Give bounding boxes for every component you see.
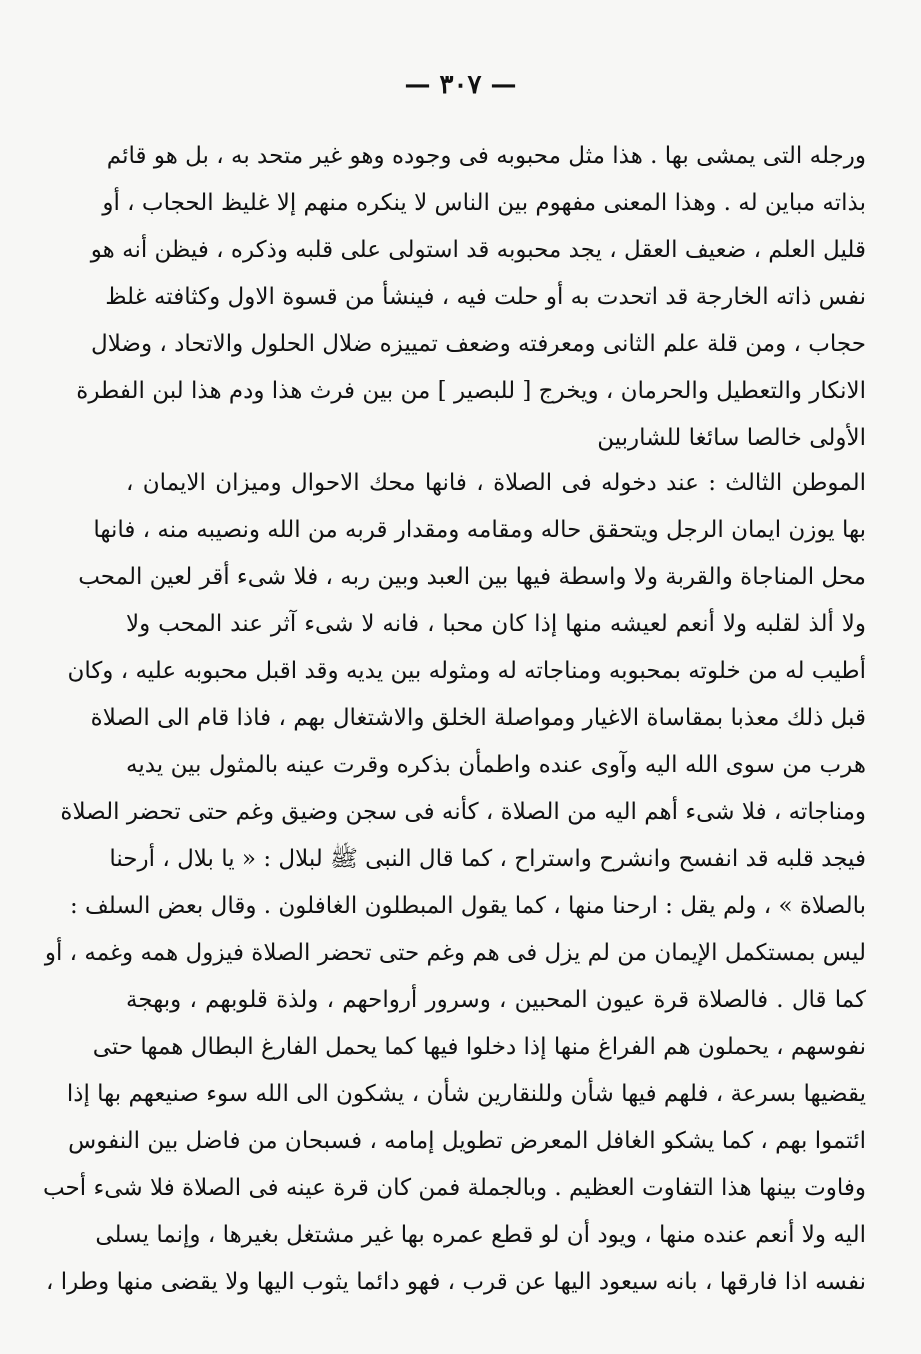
text-line: هرب من سوى الله اليه وآوى عنده واطمأن بذكره وقرت عينه بالمثول بين يديه bbox=[126, 752, 866, 778]
text-line: نفسه اذا فارقها ، بانه سيعود اليها عن قرب ، فهو دائما يثوب اليها ولا يقضى منها وطرا ، bbox=[46, 1269, 866, 1295]
paragraph-2 bbox=[42, 460, 866, 1306]
text-line: قبل ذلك معذبا بمقاساة الاغيار ومواصلة الخلق والاشتغال بهم ، فاذا قام الى الصلاة bbox=[90, 705, 866, 731]
text-line: كما قال . فالصلاة قرة عيون المحبين ، وسرور أرواحهم ، ولذة قلوبهم ، وبهجة bbox=[126, 987, 866, 1013]
text-line: ومناجاته ، فلا شىء أهم اليه من الصلاة ، كأنه فى سجن وضيق وغم حتى تحضر الصلاة bbox=[60, 799, 866, 825]
text-line: حجاب ، ومن قلة علم الثانى ومعرفته وضعف تمييزه ضلال الحلول والاتحاد ، وضلال bbox=[91, 331, 866, 357]
text-line: بها يوزن ايمان الرجل ويتحقق حاله ومقامه ومقدار قربه من الله ونصيبه منه ، فانها bbox=[93, 517, 866, 543]
text-line: أطيب له من خلوته بمحبوبه ومناجاته له ومثوله بين يديه وقد اقبل محبوبه عليه ، وكان bbox=[67, 658, 866, 684]
text-line: الانكار والتعطيل والحرمان ، ويخرج [ للبصير ] من بين فرث هذا ودم هذا لبن الفطرة bbox=[76, 378, 866, 404]
text-line: وفاوت بينها هذا التفاوت العظيم . وبالجملة فمن كان قرة عينه فى الصلاة فلا شىء أحب bbox=[42, 1175, 866, 1201]
text-line: ليس بمستكمل الإيمان من لم يزل فى هم وغم حتى تحضر الصلاة فيزول همه وغمه ، أو bbox=[44, 940, 866, 966]
page-number: — ٣٠٧ — bbox=[404, 70, 517, 100]
text-line: محل المناجاة والقربة ولا واسطة فيها بين العبد وبين ربه ، فلا شىء أقر لعين المحب bbox=[78, 564, 866, 590]
text-line: ائتموا بهم ، كما يشكو الغافل المعرض تطويل إمامه ، فسبحان من فاضل بين النفوس bbox=[68, 1128, 866, 1154]
text-line: يقضيها بسرعة ، فلهم فيها شأن وللنقارين شأن ، يشكون الى الله سوء صنيعهم بها إذا bbox=[66, 1081, 866, 1107]
text-line: بالصلاة » ، ولم يقل : ارحنا منها ، كما يقول المبطلون الغافلون . وقال بعض السلف : bbox=[69, 893, 866, 919]
text-line: ولا ألذ لقلبه ولا أنعم لعيشه منها إذا كان محبا ، فانه لا شىء آثر عند المحب ولا bbox=[126, 611, 866, 637]
text-line: فيجد قلبه قد انفسح وانشرح واستراح ، كما قال النبى ﷺ لبلال : « يا بلال ، أرحنا bbox=[109, 846, 866, 872]
text-line: نفس ذاته الخارجة قد اتحدت به أو حلت فيه ، فينشأ من قسوة الاول وكثافته غلظ bbox=[105, 284, 866, 310]
text-line: الموطن الثالث : عند دخوله فى الصلاة ، فانها محك الاحوال وميزان الايمان ، bbox=[126, 470, 866, 496]
text-line: ورجله التى يمشى بها . هذا مثل محبوبه فى وجوده وهو غير متحد به ، بل هو قائم bbox=[106, 143, 866, 169]
text-line: الأولى خالصا سائغا للشاربين bbox=[597, 425, 866, 451]
paragraph-1 bbox=[76, 133, 866, 462]
text-line: نفوسهم ، يحملون هم الفراغ منها إذا دخلوا فيها كما يحمل الفارغ البطال همها حتى bbox=[92, 1034, 866, 1060]
text-line: اليه ولا أنعم عنده منها ، ويود أن لو قطع عمره بها غير مشتغل بغيرها ، وإنما يسلى bbox=[95, 1222, 866, 1248]
text-line: قليل العلم ، ضعيف العقل ، يجد محبوبه قد استولى على قلبه وذكره ، فيظن أنه هو bbox=[90, 237, 866, 263]
text-line: بذاته مباين له . وهذا المعنى مفهوم بين الناس لا ينكره منهم إلا غليظ الحجاب ، أو bbox=[102, 190, 866, 216]
